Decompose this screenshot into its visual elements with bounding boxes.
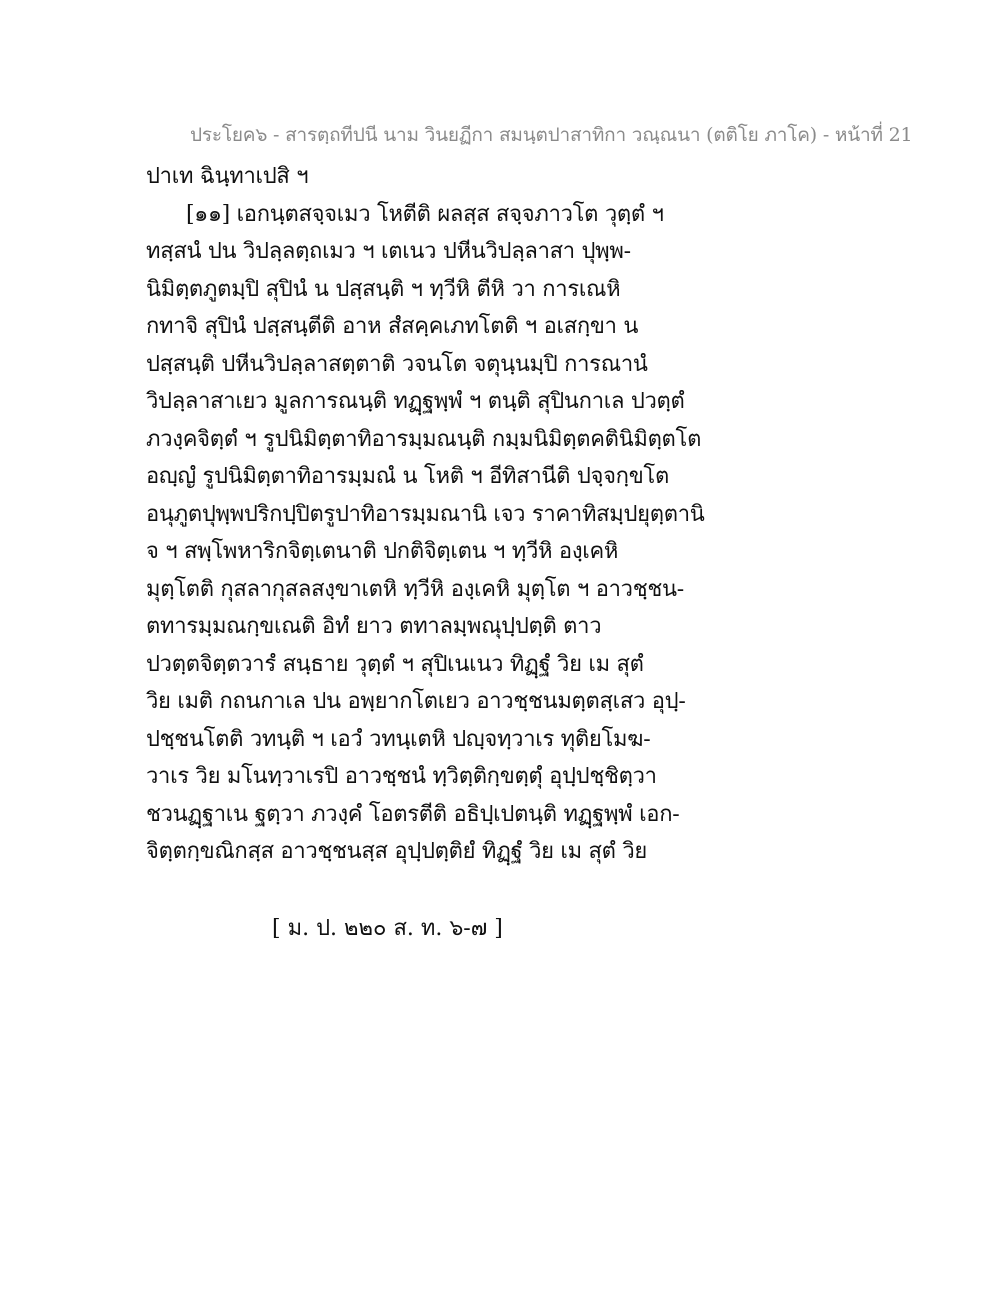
text-line: ปวตฺตจิตฺตวารํ สนฺธาย วุตฺตํ ฯ สุปิเนเนว ทิฏฺฐํ วิย เม สุตํ: [146, 651, 644, 677]
text-line: วิปลฺลาสาเยว มูลการณนฺติ ทฏฺฐพฺพํ ฯ ตนฺติ สุปินกาเล ปวตฺตํ: [146, 389, 685, 414]
text-line: อนุภูตปุพฺพปริกปฺปิตรูปาทิอารมฺมณานิ เจว ราคาทิสมฺปยุตฺตานิ: [146, 501, 705, 527]
text-line: ตทารมฺมณกฺขเณติ อิทํ ยาว ตทาลมฺพณุปฺปตฺติ ตาว: [146, 614, 602, 639]
text-line: มุตฺโตติ กุสลากุสลสงฺขาเตหิ ทฺวีหิ องฺเคหิ มุตฺโต ฯ อาวชฺชน-: [146, 576, 684, 602]
text-line: วาเร วิย มโนทฺวาเรปิ อาวชฺชนํ ทฺวิตฺติกฺขตฺตุํ อุปฺปชฺชิตฺวา: [146, 764, 657, 789]
text-line: จ ฯ สพฺโพหาริกจิตฺเตนาติ ปกติจิตฺเตน ฯ ทฺวีหิ องฺเคหิ: [146, 539, 619, 564]
text-line: อญฺญํ รูปนิมิตฺตาทิอารมฺมณํ น โหติ ฯ อีทิสานีติ ปจฺจกฺขโต: [146, 464, 669, 489]
text-line: ปสฺสนฺติ ปหีนวิปลฺลาสตฺตาติ วจนโต จตุนฺนมฺปิ การณานํ: [146, 351, 648, 377]
text-line: วิย เมติ กถนกาเล ปน อพฺยากโตเยว อาวชฺชนมตฺตสฺเสว อุปฺ-: [146, 689, 686, 714]
text-line: [๑๑] เอกนฺตสจฺจเมว โหตีติ ผลสฺส สจฺจภาวโต วุตฺตํ ฯ: [186, 201, 664, 227]
text-line: ทสฺสนํ ปน วิปลฺลตฺถเมว ฯ เตเนว ปหีนวิปลฺลาสา ปุพฺพ-: [146, 239, 631, 264]
text-line: ปาเท ฉินฺทาเปสิ ฯ: [146, 164, 309, 189]
running-header: ประโยค๖ - สารตฺถทีปนี นาม วินยฏีกา สมนฺตปาสาทิกา วณฺณนา (ตติโย ภาโค) - หน้าที่ 21: [190, 124, 913, 146]
text-line: จิตฺตกฺขณิกสฺส อาวชฺชนสฺส อุปฺปตฺติยํ ทิฏฺฐํ วิย เม สุตํ วิย: [146, 839, 647, 864]
text-line: นิมิตฺตภูตมฺปิ สุปินํ น ปสฺสนฺติ ฯ ทฺวีหิ ตีหิ วา การเณหิ: [146, 276, 621, 302]
text-line: ปชฺชนโตติ วทนฺติ ฯ เอวํ วทนฺเตหิ ปญฺจทฺวาเร ทุติยโมฆ-: [146, 726, 651, 752]
text-line: กทาจิ สุปินํ ปสฺสนฺตีติ อาห สํสคฺคเภทโตติ ฯ อเสกฺขา น: [146, 314, 639, 339]
text-line: ชวนฏฺฐาเน ฐตฺวา ภวงฺคํ โอตรตีติ อธิปฺเปตนฺติ ทฏฺฐพฺพํ เอก-: [146, 801, 680, 827]
body-text: [146, 158, 846, 871]
text-line: ภวงฺคจิตฺตํ ฯ รูปนิมิตฺตาทิอารมฺมณนฺติ กมฺมนิมิตฺตคตินิมิตฺตโต: [146, 426, 702, 452]
source-reference: [ ม. ป. ๒๒๐ ส. ท. ๖-๗ ]: [272, 916, 503, 941]
